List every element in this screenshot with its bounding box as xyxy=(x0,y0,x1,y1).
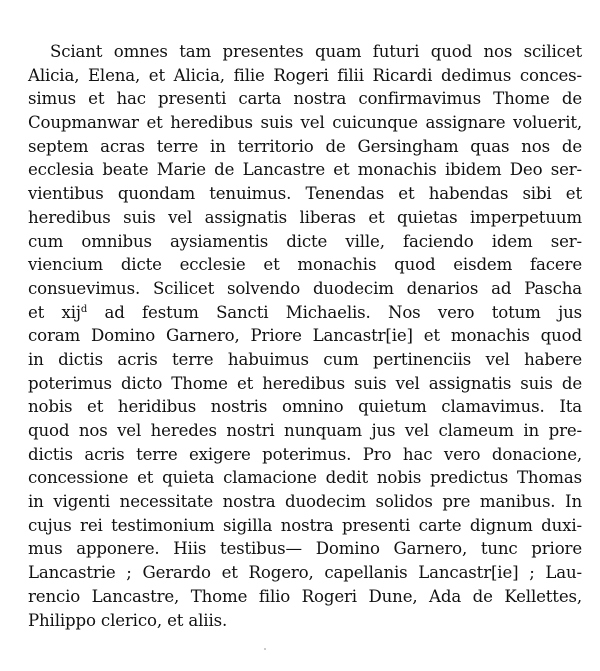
text-line: Sciant omnes tam presentes quam futuri quod nos scilicet xyxy=(50,42,582,61)
text-line: in vigenti necessitate nostra duodecim solidos pre manibus. In xyxy=(28,492,582,512)
superscript-d: d xyxy=(80,303,88,315)
text-line: Philippo clerico, et aliis. xyxy=(28,610,228,630)
text-line: septem acras terre in territorio de Gersingham quas nos de xyxy=(28,136,582,156)
text-line: dictis acris terre exigere poterimus. Pro hac vero donacione, xyxy=(28,444,582,464)
text-line: in dictis acris terre habuimus cum pertinenciis vel habere xyxy=(28,349,582,369)
page-speck xyxy=(264,648,266,650)
text-segment: et xij xyxy=(28,302,81,322)
text-line: Lancastrie ; Gerardo et Rogero, capellanis Lancastr[ie] ; Lau- xyxy=(28,563,582,583)
text-line: viencium dicte ecclesie et monachis quod eisdem facere xyxy=(28,255,582,275)
text-line: cum omnibus aysiamentis dicte ville, faciendo idem ser- xyxy=(28,231,582,251)
text-line: heredibus suis vel assignatis liberas et quietas imperpetuum xyxy=(28,207,582,227)
charter-text xyxy=(28,40,582,632)
text-line: simus et hac presenti carta nostra confirmavimus Thome de xyxy=(28,89,582,109)
text-line: concessione et quieta clamacione dedit nobis predictus Thomas xyxy=(28,468,582,488)
text-line: coram Domino Garnero, Priore Lancastr[ie] et monachis quod xyxy=(28,326,582,346)
text-line: rencio Lancastre, Thome filio Rogeri Dune, Ada de Kellettes, xyxy=(28,586,582,606)
text-line: Alicia, Elena, et Alicia, filie Rogeri filii Ricardi dedimus conces- xyxy=(28,65,582,85)
text-line: Coupmanwar et heredibus suis vel cuicunque assignare voluerit, xyxy=(28,113,582,133)
text-line: ecclesia beate Marie de Lancastre et monachis ibidem Deo ser- xyxy=(28,160,582,180)
text-line: poterimus dicto Thome et heredibus suis vel assignatis suis de xyxy=(28,373,582,393)
text-line: nobis et heridibus nostris omnino quietum clamavimus. Ita xyxy=(28,397,582,417)
text-line: consuevimus. Scilicet solvendo duodecim denarios ad Pascha xyxy=(28,278,582,298)
text-line: vientibus quondam tenuimus. Tenendas et habendas sibi et xyxy=(28,184,582,204)
text-line: quod nos vel heredes nostri nunquam jus vel clameum in pre- xyxy=(28,421,582,440)
text-line: cujus rei testimonium sigilla nostra presenti carte dignum duxi- xyxy=(28,515,582,535)
text-segment: ad festum Sancti Michaelis. Nos vero totum jus xyxy=(87,302,582,322)
text-line xyxy=(28,301,582,325)
text-line: mus apponere. Hiis testibus— Domino Garnero, tunc priore xyxy=(28,539,582,559)
